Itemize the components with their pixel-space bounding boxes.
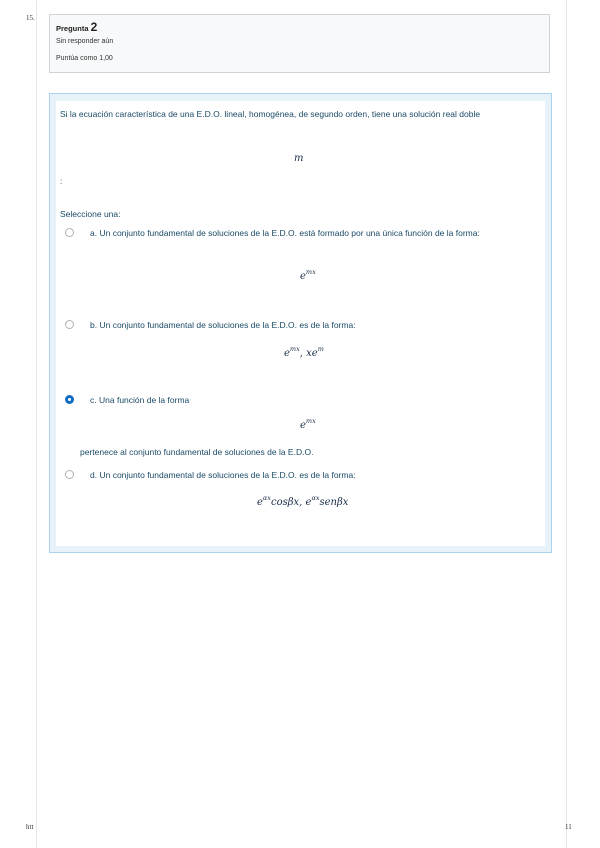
option-b-math: $e^{mx}$, $xe^m$ bbox=[284, 345, 324, 359]
question-colon: : bbox=[60, 177, 63, 186]
footer-page-count: 11 bbox=[565, 823, 572, 831]
option-a-radio[interactable] bbox=[65, 228, 74, 237]
option-b-text[interactable] bbox=[90, 318, 544, 332]
page-number: 15. bbox=[26, 14, 35, 22]
option-c-letter: c. bbox=[90, 395, 97, 405]
math-root-m: m bbox=[294, 153, 304, 164]
option-c-text[interactable] bbox=[90, 393, 544, 407]
option-b-letter: b. bbox=[90, 320, 98, 330]
option-d-letter: d. bbox=[90, 470, 98, 480]
question-info-box bbox=[49, 14, 550, 73]
question-title bbox=[56, 21, 549, 33]
question-content-box bbox=[49, 93, 552, 553]
question-label: Pregunta bbox=[56, 24, 89, 33]
option-c-label: Una función de la forma bbox=[99, 395, 190, 405]
page-right-rule bbox=[566, 0, 567, 848]
question-content bbox=[56, 101, 545, 546]
option-a-math: $e^{mx}$ bbox=[300, 268, 316, 282]
option-c-radio[interactable] bbox=[65, 395, 74, 404]
option-d-text[interactable] bbox=[90, 468, 544, 482]
question-text: Si la ecuación característica de una E.D.O. lineal, homogénea, de segundo orden, tiene una solución real doble bbox=[60, 109, 481, 119]
option-a-letter: a. bbox=[90, 228, 98, 238]
question-grade: Puntúa como 1,00 bbox=[56, 55, 113, 62]
option-c-math: $e^{mx}$ bbox=[300, 417, 316, 431]
option-a-label: Un conjunto fundamental de soluciones de la E.D.O. está formado por una única función de la forma: bbox=[99, 228, 480, 238]
page-left-rule bbox=[36, 0, 37, 848]
question-state: Sin responder aún bbox=[56, 38, 114, 45]
select-one-prompt: Seleccione una: bbox=[60, 209, 121, 219]
option-c-text-after: pertenece al conjunto fundamental de soluciones de la E.D.O. bbox=[80, 447, 314, 457]
option-b-label: Un conjunto fundamental de soluciones de la E.D.O. es de la forma: bbox=[99, 320, 356, 330]
footer-url-fragment: htt bbox=[26, 823, 34, 831]
option-d-math: $e^{\alpha x}\cos\beta x$, $e^{\alpha x}sen\beta x$ bbox=[257, 494, 349, 508]
option-a-text[interactable] bbox=[79, 226, 544, 240]
question-number: 2 bbox=[90, 20, 98, 34]
option-d-label: Un conjunto fundamental de soluciones de la E.D.O. es de la forma: bbox=[99, 470, 356, 480]
option-d-radio[interactable] bbox=[65, 470, 74, 479]
option-b-radio[interactable] bbox=[65, 320, 74, 329]
